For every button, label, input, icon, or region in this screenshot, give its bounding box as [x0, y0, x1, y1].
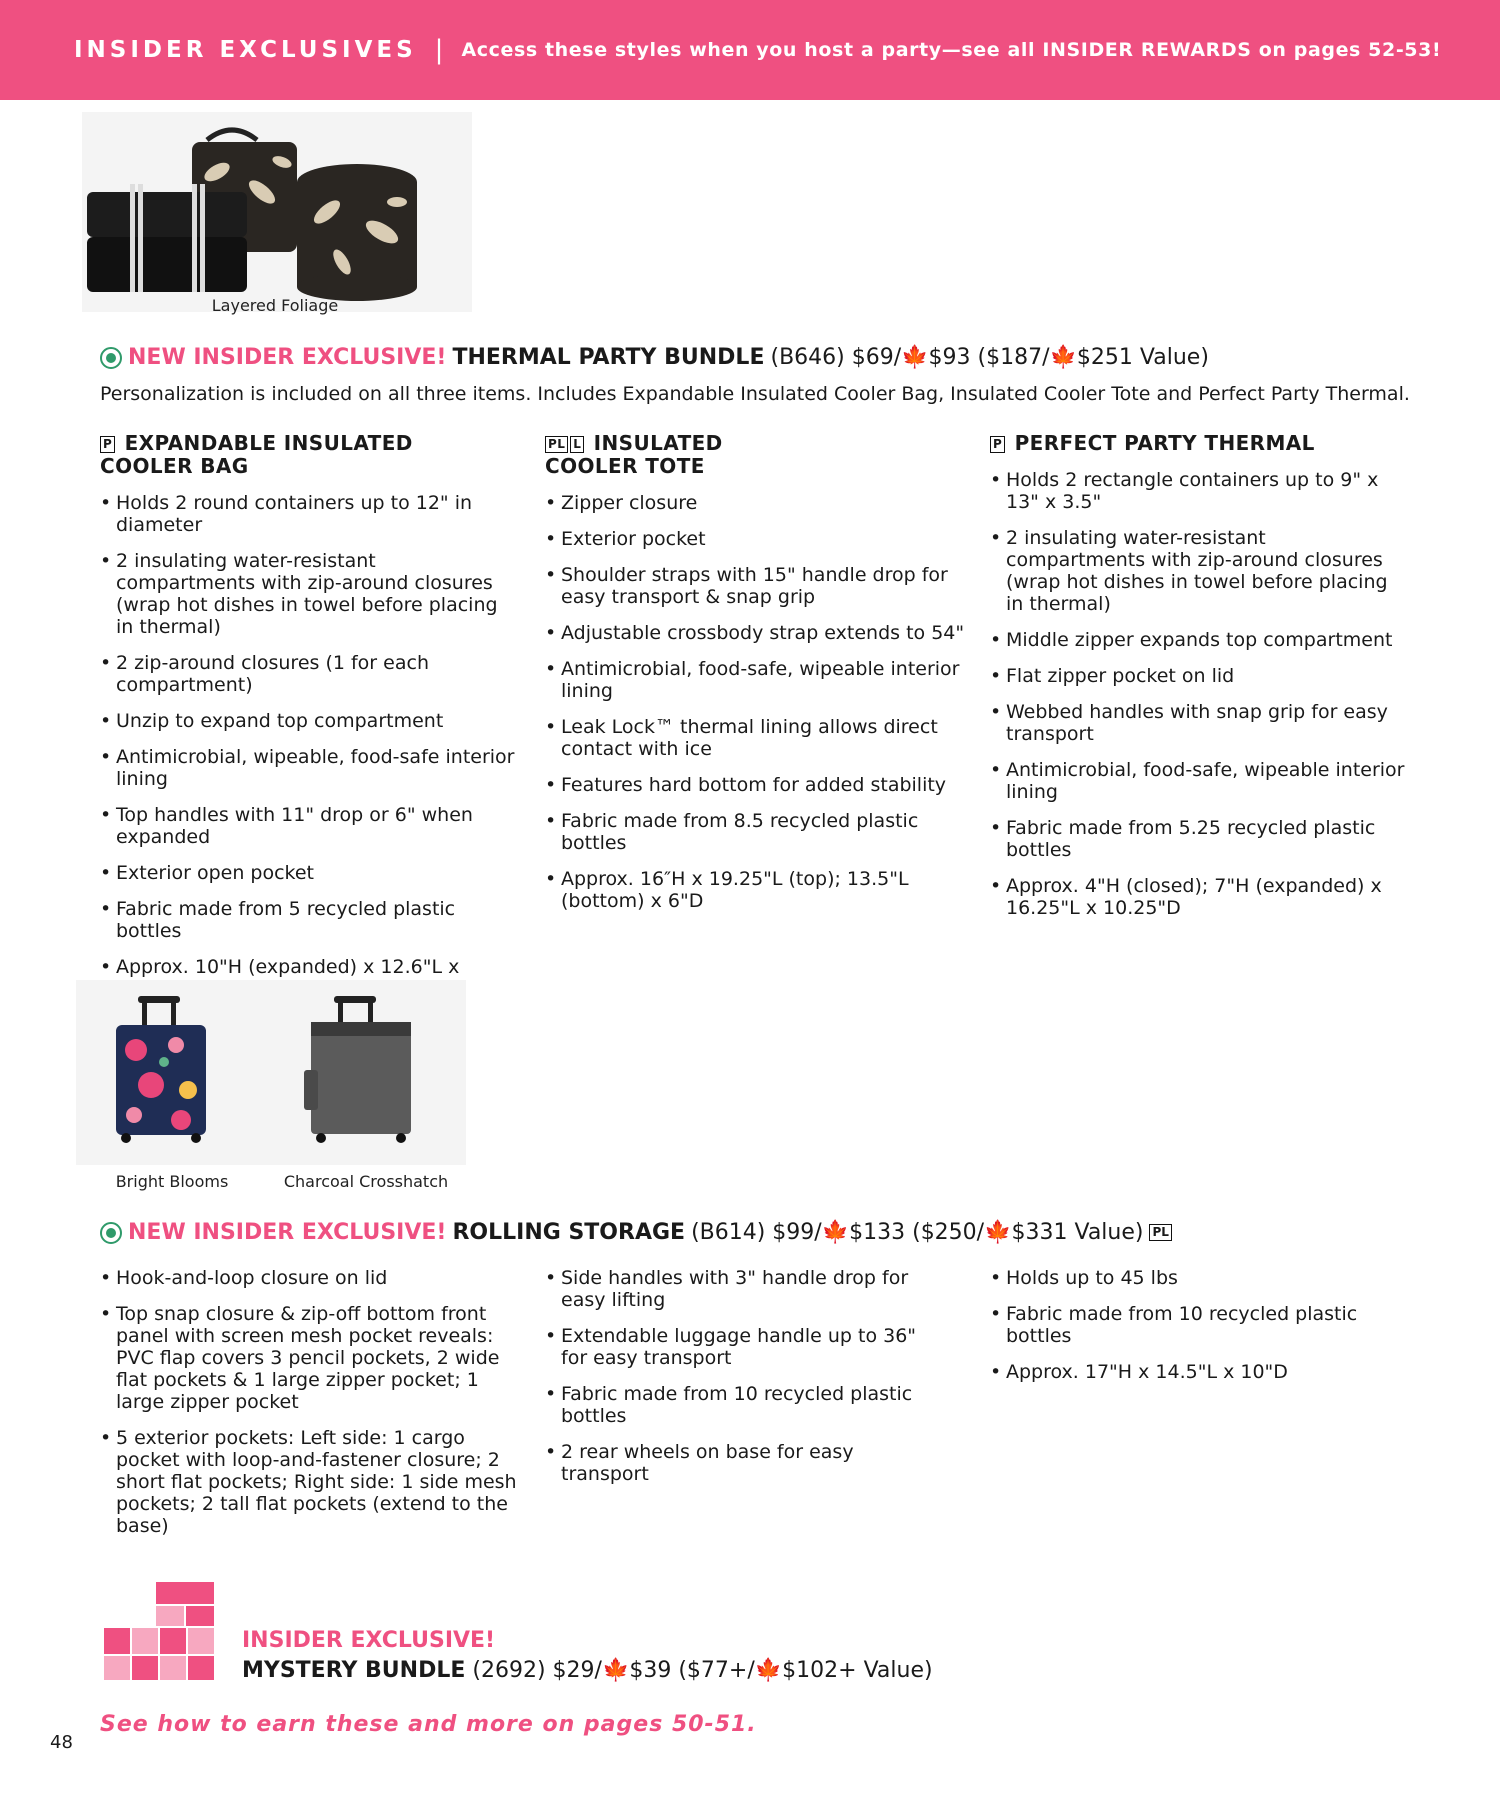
thermal-value-ca: $251 Value) [1076, 345, 1209, 370]
feature-item: • Approx. 4"H (closed); 7"H (expanded) x 16.25"L x 10.25"D [990, 875, 1410, 919]
rolling-storage-photo [76, 980, 466, 1165]
mystery-bundle-code: (2692) $29/ [472, 1658, 602, 1683]
product-title: PL L INSULATED COOLER TOTE [545, 431, 723, 478]
footer-cta: See how to earn these and more on pages 50-51. [100, 1712, 757, 1737]
recycle-icon [100, 347, 122, 369]
feature-item: • 2 insulating water-resistant compartments with zip-around closures (wrap hot dishes in towel before placing in thermal) [100, 550, 520, 638]
maple-leaf-icon: 🍁 [1049, 345, 1077, 370]
feature-item: • Exterior open pocket [100, 862, 520, 884]
personalize-badge: P [990, 436, 1005, 453]
feature-item: • Adjustable crossbody strap extends to 54" [545, 622, 965, 644]
maple-leaf-icon: 🍁 [754, 1658, 783, 1683]
product-title: P PERFECT PARTY THERMAL [990, 432, 1410, 455]
feature-item: • Approx. 17"H x 14.5"L x 10"D [990, 1361, 1390, 1383]
rolling-storage-headline [100, 1220, 1174, 1245]
banner-separator: | [434, 35, 444, 65]
maple-leaf-icon: 🍁 [601, 1658, 630, 1683]
mystery-bundle-headline [242, 1658, 933, 1683]
rolling-price-ca: $133 ($250/ [849, 1220, 985, 1245]
thermal-bundle-photo [82, 112, 472, 312]
banner-title: INSIDER EXCLUSIVES [74, 37, 417, 63]
page-number: 48 [50, 1732, 73, 1753]
feature-list [545, 1267, 935, 1485]
feature-item: • Side handles with 3" handle drop for easy lifting [545, 1267, 935, 1311]
thermal-photo-caption: Layered Foliage [211, 296, 339, 315]
personalize-large-badge: PL [1149, 1224, 1171, 1241]
feature-list [545, 492, 965, 912]
product-column-cooler-bag [100, 432, 520, 1014]
maple-leaf-icon: 🍁 [901, 345, 929, 370]
rolling-caption-bright-blooms: Bright Blooms [115, 1172, 229, 1191]
top-banner [0, 0, 1500, 100]
feature-item: • Approx. 10"H (expanded) x 12.6"L x [100, 956, 520, 1000]
feature-list [100, 492, 520, 1000]
personalize-large-badge: PL [545, 436, 568, 453]
feature-item: • Fabric made from 10 recycled plastic bottles [990, 1303, 1390, 1347]
mystery-bundle-logo [104, 1582, 224, 1680]
product-title: P EXPANDABLE INSULATED COOLER BAG [100, 431, 413, 478]
product-column-cooler-tote [545, 432, 965, 926]
feature-item: • Extendable luggage handle up to 36" for easy transport [545, 1325, 935, 1369]
feature-item: • Antimicrobial, food-safe, wipeable interior lining [990, 759, 1410, 803]
thermal-bundle-name: THERMAL PARTY BUNDLE [452, 345, 765, 370]
maple-leaf-icon: 🍁 [821, 1220, 850, 1245]
feature-item: • Approx. 16″H x 19.25"L (top); 13.5"L (bottom) x 6"D [545, 868, 965, 912]
feature-item: • Fabric made from 5.25 recycled plastic bottles [990, 817, 1410, 861]
feature-item: • Exterior pocket [545, 528, 965, 550]
rolling-value-ca: $331 Value) [1011, 1220, 1144, 1245]
feature-item: • Leak Lock™ thermal lining allows direct contact with ice [545, 716, 965, 760]
feature-list [100, 1267, 520, 1537]
large-badge: L [570, 436, 584, 453]
rolling-caption-charcoal-crosshatch: Charcoal Crosshatch [283, 1172, 449, 1191]
feature-item: • Antimicrobial, wipeable, food-safe interior lining [100, 746, 520, 790]
mystery-eyebrow: INSIDER EXCLUSIVE! [242, 1628, 496, 1653]
feature-item: • Fabric made from 10 recycled plastic bottles [545, 1383, 935, 1427]
personalize-badge: P [100, 436, 115, 453]
rolling-eyebrow: NEW INSIDER EXCLUSIVE! [128, 1220, 447, 1245]
feature-item: • Fabric made from 8.5 recycled plastic bottles [545, 810, 965, 854]
mystery-value-ca: $102+ Value) [782, 1658, 933, 1683]
thermal-price-ca: $93 ($187/ [928, 345, 1050, 370]
feature-item: • Webbed handles with snap grip for easy transport [990, 701, 1410, 745]
feature-item: • 2 insulating water-resistant compartments with zip-around closures (wrap hot dishes in towel before placing in thermal) [990, 527, 1410, 615]
feature-list [990, 1267, 1390, 1383]
feature-item: • Fabric made from 5 recycled plastic bottles [100, 898, 520, 942]
feature-item: • 2 zip-around closures (1 for each compartment) [100, 652, 520, 696]
feature-item: • Holds 2 round containers up to 12" in diameter [100, 492, 520, 536]
feature-item: • Zipper closure [545, 492, 965, 514]
feature-item: • Holds 2 rectangle containers up to 9" x 13" x 3.5" [990, 469, 1410, 513]
feature-item: • Holds up to 45 lbs [990, 1267, 1390, 1289]
mystery-price-ca: $39 ($77+/ [629, 1658, 755, 1683]
rolling-storage-name: ROLLING STORAGE [452, 1220, 686, 1245]
mystery-bundle-name: MYSTERY BUNDLE [242, 1658, 466, 1683]
feature-item: • Top handles with 11" drop or 6" when expanded [100, 804, 520, 848]
feature-item: • Flat zipper pocket on lid [990, 665, 1410, 687]
rolling-storage-code: (B614) $99/ [691, 1220, 822, 1245]
feature-item: • Hook-and-loop closure on lid [100, 1267, 520, 1289]
thermal-eyebrow: NEW INSIDER EXCLUSIVE! [128, 345, 447, 370]
feature-item: • 5 exterior pockets: Left side: 1 cargo pocket with loop-and-fastener closure; 2 short flat pockets; Right side: 1 side mesh pockets; 2 tall flat pockets (extend to the base) [100, 1427, 520, 1537]
thermal-bundle-code: (B646) $69/ [770, 345, 902, 370]
product-column-party-thermal [990, 432, 1410, 933]
rolling-column-3 [990, 1267, 1390, 1397]
recycle-icon [100, 1222, 122, 1244]
feature-item: • Features hard bottom for added stability [545, 774, 965, 796]
thermal-bundle-headline [100, 345, 1209, 370]
feature-item: • Antimicrobial, food-safe, wipeable interior lining [545, 658, 965, 702]
feature-list [990, 469, 1410, 919]
thermal-bundle-intro: Personalization is included on all three items. Includes Expandable Insulated Cooler Bag, Insulated Cooler Tote and Perfect Party Thermal. [100, 383, 1410, 405]
rolling-column-2 [545, 1267, 935, 1499]
feature-item: • Top snap closure & zip-off bottom front panel with screen mesh pocket reveals: PVC flap covers 3 pencil pockets, 2 wide flat pockets & 1 large zipper pocket; 1 large zipper pocket [100, 1303, 520, 1413]
maple-leaf-icon: 🍁 [984, 1220, 1012, 1245]
feature-item: • 2 rear wheels on base for easy transport [545, 1441, 935, 1485]
feature-item: • Shoulder straps with 15" handle drop for easy transport & snap grip [545, 564, 965, 608]
feature-item: • Middle zipper expands top compartment [990, 629, 1410, 651]
banner-text: Access these styles when you host a party—see all INSIDER REWARDS on pages 52-53! [461, 39, 1442, 61]
feature-item: • Unzip to expand top compartment [100, 710, 520, 732]
rolling-column-1 [100, 1267, 520, 1551]
